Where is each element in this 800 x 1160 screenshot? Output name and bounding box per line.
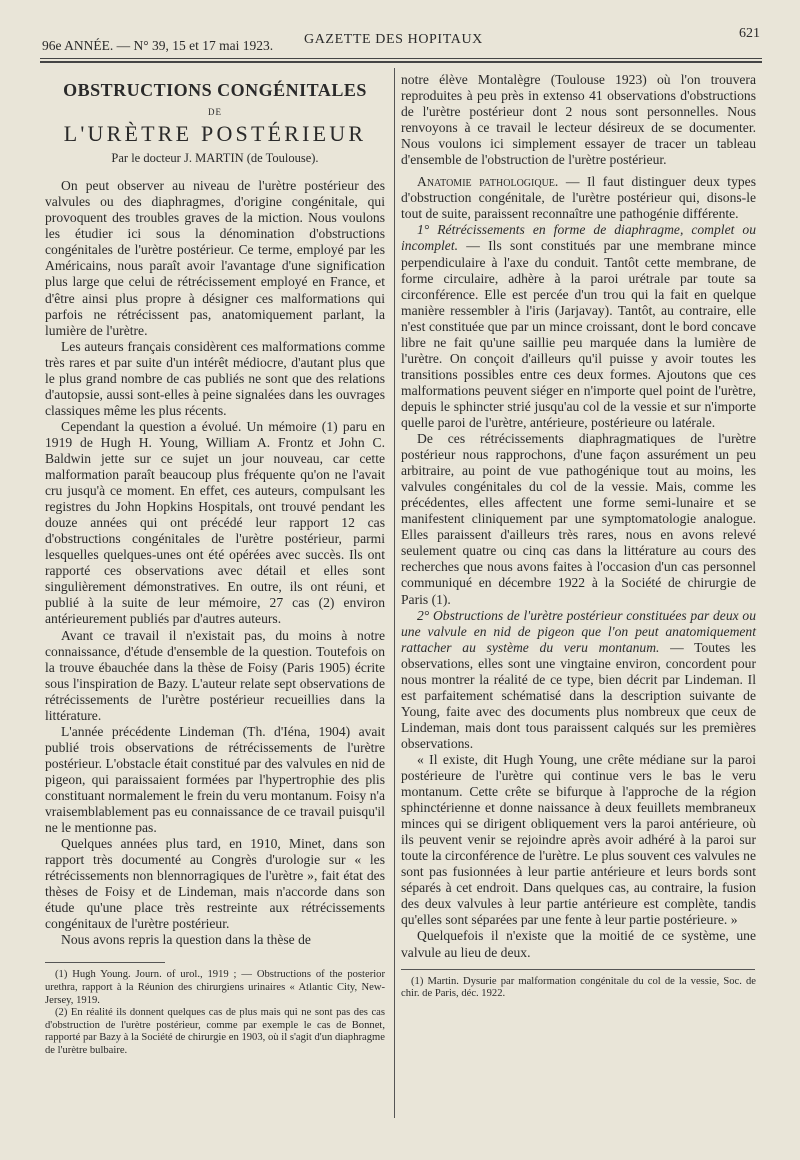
- subsection-heading: 1° Rétrécissements en forme de diaphragme, complet ou incomplet.: [401, 222, 756, 254]
- paragraph: Avant ce travail il n'existait pas, du moins à notre connaissance, d'étude d'ensemble de la question. Toutefois on la trouve ébauchée dans la thèse de Foisy (Paris 1905) écrite sous l'inspiration de Bazy. L'auteur relate sept observations de rétrécissements de l'urètre postérieur recueillies dans la littérature.: [45, 627, 385, 723]
- paragraph: [401, 174, 756, 222]
- header-rule: [40, 58, 762, 59]
- header-rule-thick: [40, 61, 762, 63]
- paragraph-text: — Ils sont constitués par une membrane mince perpendiculaire à l'axe du conduit. Tantôt cette membrane, de forme circulaire, adhère à la paroi urétrale par toute sa circonférence. Elle est percée d'un trou qui la fait en quelque manière ressembler à l'iris (Jarjavay). Tantôt, au contraire, elle n'est constituée que par un mince croissant, dont le bord concave libre ne fait qu'une saillie peu marquée dans la lumière de l'urètre. On conçoit d'ailleurs qu'il puisse y avoir toutes les transitions possibles entre ces deux formes. Ajoutons que ces malformations peuvent siéger en n'importe quel point de l'urètre, depuis le sphincter strié jusqu'au col de la vessie et sur n'importe quelle paroi de l'urètre, antérieure, postérieure ou latérale.: [401, 238, 756, 430]
- footnote-rule: [45, 962, 165, 963]
- issue-info: 96e ANNÉE. — N° 39, 15 et 17 mai 1923.: [42, 38, 274, 53]
- paragraph: Quelques années plus tard, en 1910, Minet, dans son rapport très documenté au Congrès d'urologie sur « les rétrécissements non blennorragiques de l'urètre », fait état des thèses de Foisy et de Lindeman, mais n'accorde dans son étude qu'une place très restreinte aux rétrécissements congénitaux de l'urètre postérieur.: [45, 836, 385, 932]
- running-header: [42, 26, 760, 54]
- paragraph: [401, 222, 756, 431]
- article-title-line2: L'URÈTRE POSTÉRIEUR: [63, 121, 367, 147]
- footnote-rule: [401, 969, 755, 970]
- section-heading: Anatomie pathologique.: [417, 174, 559, 190]
- paragraph: notre élève Montalègre (Toulouse 1923) où l'on trouvera reproduites à peu près in extenso 41 observations d'obstructions de l'urètre postérieur dont 2 nous sont personnelles. Nous renvoyons à ce travail le lecteur désireux de se documenter. Nous voulons ici simplement essayer de tracer un tableau d'ensemble de l'obstruction de l'urètre postérieur.: [401, 72, 756, 168]
- paragraph: « Il existe, dit Hugh Young, une crête médiane sur la paroi postérieure de l'urètre qui continue vers le bas le veru montanum. Cette crête se bifurque à l'approche de la région sphinctérienne et donne naissance à deux feuillets membraneux minces qui se dirigent obliquement vers la paroi antérieure, où ils peuvent venir se rejoindre après avoir adhéré à la paroi sur toute la circonférence de l'urètre. Le plus souvent ces valvules ne sont pas fusionnées à leur partie antérieure et leurs bords sont séparés à cet endroit. Dans quelques cas, au contraire, la fusion des deux valvules à leur partie antérieure est complète, tandis qu'elles sont séparées par une fente à leur partie postérieure. »: [401, 751, 756, 928]
- article-title-line1: OBSTRUCTIONS CONGÉNITALES: [63, 80, 367, 100]
- paragraph-text: — Il faut distinguer deux types d'obstruction congénitale, de l'urètre postérieur qui, disons-le tout de suite, paraissent reconnaître une pathogénie différente.: [401, 174, 756, 222]
- paragraph: De ces rétrécissements diaphragmatiques de l'urètre postérieur nous rapprochons, d'une façon assurément un peu arbitraire, au point de vue pathogénique tout au moins, les valvules congénitales du col de la vessie. Mais, comme les précédentes, elles affectent une forme semi-lunaire et se manifestent cliniquement par une symptomatologie analogue. Elles paraissent d'ailleurs très rares, nous en avons relevé seulement quatre ou cinq cas dans la littérature au cours des recherches que nous avons faites à l'occasion d'un cas personnel communiqué en décembre 1922 à la Société de chirurgie de Paris (1).: [401, 431, 756, 607]
- paragraph-text: — Toutes les observations, elles sont une vingtaine environ, concordent pour nous montrer la réalité de ce type, bien décrit par Lindeman. Il est parfaitement schématisé dans la description suivante de Young, faite avec des documents plus nombreux que ceux de Lindeman, mais dont tous paraissent calqués sur les premières observations.: [401, 639, 756, 751]
- journal-title: GAZETTE DES HOPITAUX: [304, 32, 483, 47]
- column-divider: [394, 68, 395, 1118]
- footnotes: [45, 969, 385, 1057]
- article-title-de: DE: [208, 107, 222, 118]
- paragraph: Nous avons repris la question dans la thèse de: [61, 932, 311, 948]
- paragraph: Cependant la question a évolué. Un mémoire (1) paru en 1919 de Hugh H. Young, William A. Frontz et John C. Baldwin jette sur ce sujet un jour nouveau, car cette malformation paraît beaucoup plus fréquente qu'on ne l'avait cru jusqu'à ce moment. En effet, ces auteurs, compulsant les registres du John Hopkins Hospitals, ont trouvé pendant les douze années qui ont précédé leur rapport 12 cas d'obstructions congénitales de l'urètre postérieur, parmi lesquelles quelques-unes ont été opérées avec succès. Ils ont rapporté ces observations avec détail et elles sont singulièrement démonstratives. En outre, ils ont réuni, et publié à la suite de leur mémoire, 27 cas (2) environ antérieurement publiés par d'autres auteurs.: [45, 418, 385, 627]
- left-column: [45, 70, 385, 1058]
- footnote: (2) En réalité ils donnent quelques cas de plus mais qui ne sont pas des cas d'obstruction de l'urètre postérieur, comme par exemple le cas de Bonnet, rapporté par Bazy à la Société de chirurgie en 1903, où il s'agit d'un diaphragme de l'urètre bulbaire.: [45, 1007, 385, 1056]
- page-number: 621: [739, 26, 760, 41]
- footnote: (1) Martin. Dysurie par malformation congénitale du col de la vessie, Soc. de chir. de Paris, déc. 1922.: [401, 975, 756, 1000]
- footnote: (1) Hugh Young. Journ. of urol., 1919 ; — Obstructions of the posterior urethra, rapport à la Réunion des chirurgiens urinaires « Atlantic City, New-Jersey, 1919.: [45, 969, 385, 1006]
- paragraph: L'année précédente Lindeman (Th. d'Iéna, 1904) avait publié trois observations de rétrécissements de l'urètre postérieur. L'obstacle était constitué par des valvules en nid de pigeon, qui paraissaient formées par l'hypertrophie des plis constituant normalement le frein du veru montanum. Foisy n'a vraisemblablement pas eu connaissance de ce travail puisqu'il ne le mentionne pas.: [45, 723, 385, 836]
- subsection-heading: 2° Obstructions de l'urètre postérieur constituées par deux ou une valvule en nid de pigeon que l'on peut anatomiquement rattacher au système du veru montanum.: [401, 607, 756, 655]
- paragraph: Quelquefois il n'existe que la moitié de ce système, une valvule au lieu de deux.: [401, 928, 756, 960]
- paragraph: [401, 608, 756, 752]
- footnotes: [401, 976, 756, 1001]
- paragraph: Les auteurs français considèrent ces malformations comme très rares et par suite d'un intérêt médiocre, d'autant plus que le plus grand nombre de cas publiés ne sont que des relations d'autopsie, aussi sont-elles à peine signalées dans les ouvrages classiques même les plus récents.: [45, 338, 385, 418]
- byline: Par le docteur J. MARTIN (de Toulouse).: [111, 151, 319, 166]
- paragraph: On peut observer au niveau de l'urètre postérieur des valvules ou des diaphragmes, d'origine congénitale, qui provoquent des troubles graves de la miction. Nous voulons les étudier ici sous la dénomination d'obstructions congénitales de l'urètre postérieur. Ce terme, employé par les Américains, nous paraît avoir l'avantage d'une signification plus large que celui de rétrécissement employé en France, et d'être ainsi plus propre à désigner ces malformations qui parfois ne rétrécissent pas, anatomiquement parlant, la lumière de l'urètre.: [45, 178, 385, 338]
- right-column: [401, 72, 756, 1001]
